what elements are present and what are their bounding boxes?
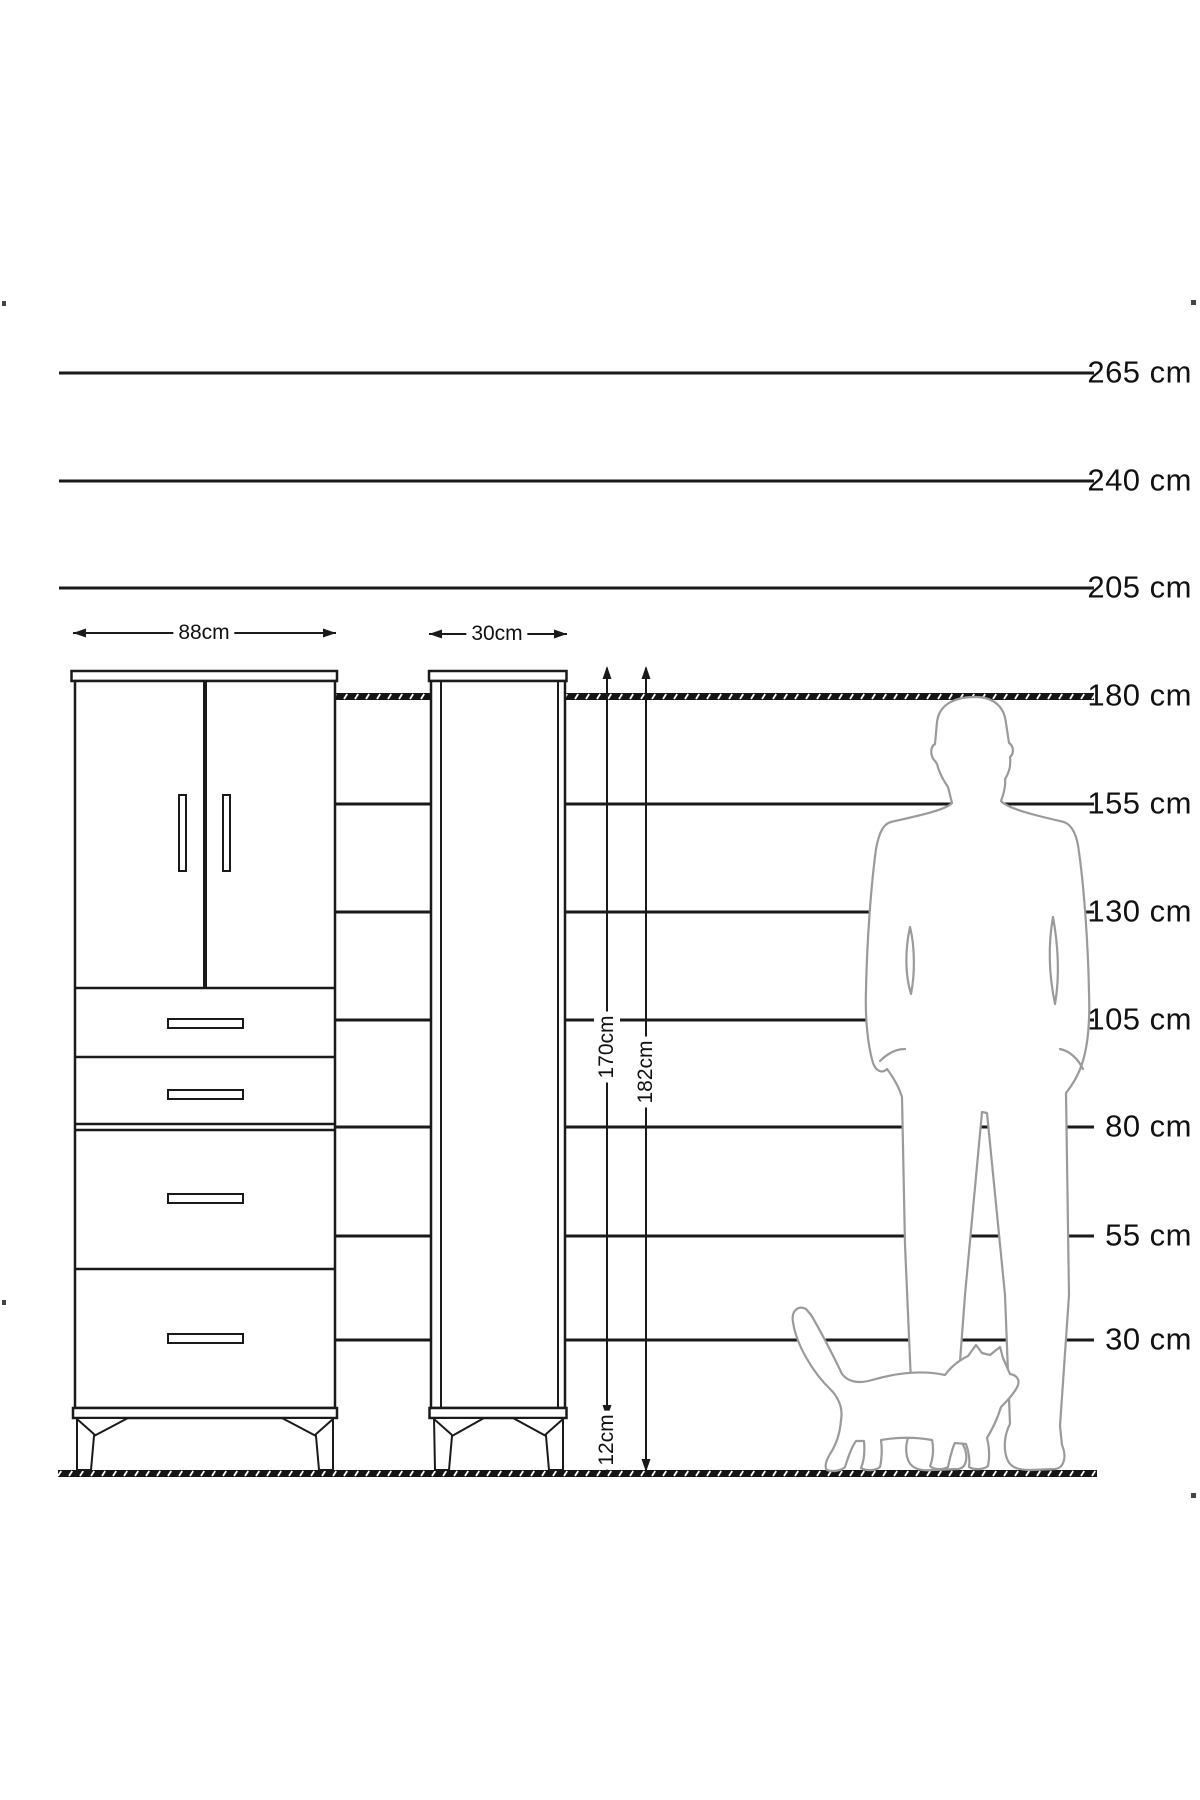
scale-label-55cm: 55 cm [1105, 1217, 1192, 1253]
side-cabinet-width-label: 30cm [466, 622, 527, 646]
wardrobe-apron [73, 1408, 337, 1418]
door-handle-left [179, 795, 186, 871]
scale-label-265cm: 265 cm [1087, 354, 1192, 390]
total-height-label: 182cm [633, 1036, 659, 1107]
scale-label-240cm: 240 cm [1087, 462, 1192, 498]
carcass-height-label: 170cm [594, 1011, 620, 1082]
scale-label-155cm: 155 cm [1087, 785, 1192, 821]
wardrobe-top-panel [72, 671, 338, 681]
drawer-handle-3 [168, 1194, 243, 1203]
wardrobe-legs [77, 1418, 333, 1470]
wardrobe [72, 671, 338, 1470]
wardrobe-width-label: 88cm [173, 621, 234, 645]
scale-label-205cm: 205 cm [1087, 569, 1192, 605]
side-cabinet-legs [434, 1418, 563, 1470]
side-cabinet-apron [430, 1408, 567, 1418]
scale-label-30cm: 30 cm [1105, 1321, 1192, 1357]
side-cabinet-top-panel [429, 671, 567, 681]
side-cabinet-body [431, 681, 565, 1408]
door-handle-right [223, 795, 230, 871]
scale-label-105cm: 105 cm [1087, 1001, 1192, 1037]
ground-line-hatched [58, 1470, 1097, 1477]
drawer-handle-2 [168, 1090, 243, 1099]
leg-height-label: 12cm [594, 1410, 620, 1469]
scale-label-80cm: 80 cm [1105, 1108, 1192, 1144]
drawer-handle-1 [168, 1019, 243, 1028]
drawer-handle-4 [168, 1334, 243, 1343]
scale-label-180cm: 180 cm [1087, 677, 1192, 713]
side-cabinet [429, 671, 567, 1470]
scale-label-130cm: 130 cm [1087, 893, 1192, 929]
